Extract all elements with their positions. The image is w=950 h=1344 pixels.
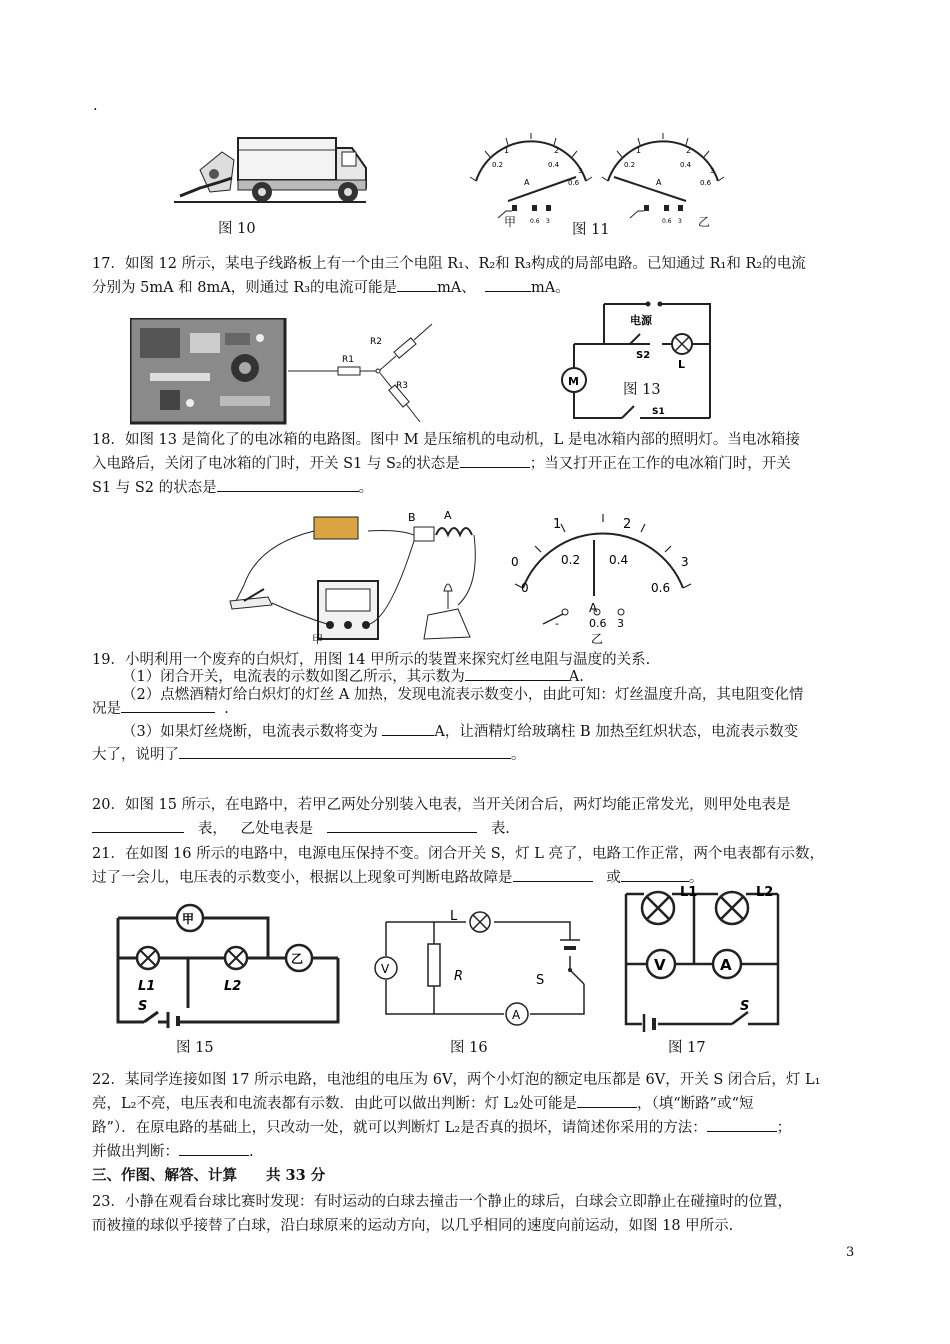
q21-line2b: 或	[606, 870, 621, 886]
fig16-s: S	[536, 973, 545, 988]
meter-jia-tick-06: 0.6	[568, 179, 580, 187]
q19-line6b: 。	[511, 747, 526, 763]
meter-jia-pointer	[508, 177, 576, 201]
fig16-a: A	[512, 1008, 521, 1022]
section-3-heading: 三、作图、解答、计算 共 33 分	[92, 1167, 326, 1184]
meter-jia-tick-02: 0.2	[492, 161, 504, 169]
q19-line4	[92, 697, 229, 718]
meter-jia-unit: A	[524, 178, 530, 187]
q19-line4b: .	[224, 701, 229, 717]
q22-blank-1[interactable]	[577, 1093, 637, 1108]
q22-line3	[92, 1116, 791, 1137]
q18-line1: 18．如图 13 是简化了的电冰箱的电路图。图中 M 是压缩机的电动机，L 是电冰箱内部的照明灯。当电冰箱接	[92, 432, 800, 448]
q22-line3a: 路”）．在原电路的基础上，只改动一处，就可以判断灯 L₂是否真的损坏，请简述你采用的方法：	[92, 1120, 707, 1136]
q19-line5a: （3）如果灯丝烧断，电流表示数将变为	[122, 724, 378, 740]
fig17-caption: 图 17	[668, 1040, 706, 1056]
meter-yi-pointer	[614, 177, 686, 201]
meter-yi-unit: A	[656, 178, 662, 187]
fig14-yi-tick-3: 3	[681, 555, 689, 569]
fig12-r3: R3	[396, 381, 408, 391]
q22-line3b: ；	[776, 1120, 792, 1136]
meter-yi-term-3: 3	[678, 218, 682, 225]
fig15-s: S	[138, 999, 148, 1014]
figure-15	[108, 898, 344, 1032]
q21-line2c: 。	[688, 870, 704, 886]
fig14-yi-term-minus: -	[555, 617, 559, 630]
q17-line1: 17．如图 12 所示，某电子线路板上有一个由三个电阻 R₁、R₂和 R₃构成的局部电路。已知通过 R₁和 R₂的电流	[92, 256, 806, 272]
fig15-l2: L2	[224, 979, 242, 994]
fig14-yi-tick-04: 0.4	[609, 553, 629, 567]
meter-yi-tick-3: 3	[710, 167, 715, 175]
fig13-power: 电源	[630, 314, 652, 327]
fig16-switch	[570, 970, 584, 984]
q18-line2	[92, 452, 791, 473]
q19-line3: （2）点燃酒精灯给白炽灯的灯丝 A 加热，发现电流表示数变小，由此可知：灯丝温度升高，其电阻变化情	[122, 687, 804, 703]
fig13-m: M	[568, 375, 579, 388]
fig14-switch	[230, 597, 272, 609]
q22-line2-text: 亮，L₂不亮，电压表和电流表都有示数．由此可以做出判断：灯 L₂处可能是	[92, 1096, 577, 1112]
meter-yi-tick-02: 0.2	[624, 161, 636, 169]
q21-blank-1[interactable]	[513, 867, 593, 882]
fig13-l: L	[678, 358, 686, 371]
q18-line2a: 入电路后，关闭了电冰箱的门时，开关 S1 与 S₂的状态是	[92, 456, 460, 472]
q20-blank-2[interactable]	[327, 818, 477, 833]
q19-line2a: （1）闭合开关，电流表的示数如图乙所示，其示数为	[122, 669, 465, 685]
fig14-yi-tick-06: 0.6	[651, 581, 671, 595]
q21-line2a: 过了一会儿，电压表的示数变小，根据以上现象可判断电路故障是	[92, 870, 513, 886]
fig13-s1: S1	[652, 407, 665, 417]
q19-blank-3[interactable]	[382, 721, 434, 736]
meter-yi-term-06: 0.6	[662, 218, 672, 225]
fig14-a: A	[444, 509, 452, 522]
page-number: 3	[846, 1245, 855, 1260]
fig16-resistor	[428, 944, 440, 986]
q18-blank-1[interactable]	[460, 453, 530, 468]
meter-jia-term-06: 0.6	[530, 218, 540, 225]
figure-14-jia	[218, 505, 488, 649]
fig14-yi-tick-0b: 0	[521, 581, 529, 595]
q20-line2a: 表，	[197, 821, 227, 837]
fig16-v: V	[381, 962, 390, 976]
fig14-jia: 甲	[312, 633, 323, 645]
fig17-s: S	[740, 999, 750, 1014]
meter-jia-tick-04: 0.4	[548, 161, 560, 169]
truck-image	[170, 130, 370, 212]
fig14-alcohol-lamp	[424, 609, 470, 639]
q19-line5b: A，让酒精灯给玻璃柱 B 加热至红炽状态，电流表示数变	[434, 724, 799, 740]
q17-blank-1[interactable]	[397, 277, 437, 292]
q20-line2	[92, 817, 510, 838]
q19-line1: 19．小明利用一个废弃的白炽灯，用图 14 甲所示的装置来探究灯丝电阻与温度的关系.	[92, 652, 651, 668]
q20-line2c: 表.	[490, 821, 510, 837]
top-dot: .	[93, 98, 98, 114]
q18-line3a: S1 与 S2 的状态是	[92, 480, 217, 496]
q19-line4a: 况是	[92, 701, 121, 717]
fig17-l1: L1	[680, 885, 698, 900]
q17-line2b: mA、	[437, 280, 476, 296]
q19-line5	[122, 720, 798, 741]
meter-jia-tick-2: 2	[554, 146, 560, 155]
q19-blank-1[interactable]	[465, 666, 569, 681]
fig14-yi-unit: A	[589, 601, 598, 615]
q20-line2b: 乙处电表是	[240, 821, 314, 837]
meter-yi-tick-2: 2	[686, 146, 692, 155]
q20-blank-1[interactable]	[92, 818, 184, 833]
q18-line3	[92, 476, 373, 497]
q18-blank-2[interactable]	[217, 477, 359, 492]
q21-line2	[92, 866, 703, 887]
fig14-filament	[436, 528, 472, 535]
q18-line3b: 。	[358, 480, 374, 496]
q19-line2b: A.	[568, 669, 584, 685]
q22-line4a: 并做出判断：	[92, 1144, 179, 1160]
fig13-caption: 图 13	[623, 382, 661, 398]
fig16-r: R	[454, 969, 464, 984]
figure-17	[618, 884, 788, 1036]
q22-line2	[92, 1092, 754, 1113]
fig11-caption: 图 11	[572, 222, 610, 238]
q21-blank-2[interactable]	[621, 867, 689, 882]
fig15-yi: 乙	[291, 952, 304, 966]
q17-line2a: 分别为 5mA 和 8mA，则通过 R₃的电流可能是	[92, 280, 398, 296]
fig14-bulb-holder	[314, 517, 358, 539]
q19-line6	[92, 743, 526, 764]
q19-line6a: 大了，说明了	[92, 747, 179, 763]
fig13-s2: S2	[636, 350, 651, 361]
fig14-yi-tick-2: 2	[623, 517, 632, 532]
fig14-yi-term-06: 0.6	[589, 617, 607, 630]
figure-10	[170, 130, 370, 216]
q17-blank-2[interactable]	[485, 277, 531, 292]
fig14-yi-tick-02: 0.2	[561, 553, 581, 567]
q22-line4b: .	[249, 1144, 254, 1160]
fig14-yi-term-3: 3	[617, 617, 624, 630]
q22-line1: 22．某同学连接如图 17 所示电路，电池组的电压为 6V，两个小灯泡的额定电压都是 6V，开关 S 闭合后，灯 L₁	[92, 1072, 821, 1088]
fig14-yi-tick-0a: 0	[511, 555, 519, 569]
figure-13	[560, 296, 720, 430]
meter-yi-tick-1: 1	[636, 146, 642, 155]
fig16-l: L	[450, 909, 458, 924]
fig12-r1: R1	[342, 355, 354, 365]
figure-16	[370, 900, 600, 1034]
fig17-l2: L2	[756, 885, 774, 900]
q18-line2b: ；当又打开正在工作的电冰箱门时，开关	[529, 456, 791, 472]
q19-blank-4[interactable]	[179, 744, 511, 759]
fig17-a: A	[720, 956, 732, 974]
q22-line4	[92, 1140, 254, 1161]
fig14-glass-rod	[414, 527, 434, 541]
fig14-yi-label: 乙	[591, 632, 604, 644]
fig15-jia: 甲	[182, 912, 195, 926]
q17-line2c: mA。	[531, 280, 570, 296]
meter-yi-tick-06: 0.6	[700, 179, 712, 187]
q23-line2: 而被撞的球似乎接替了白球，沿白球原来的运动方向，以几乎相同的速度向前运动，如图 18 甲所示.	[92, 1218, 734, 1234]
fig12-r2: R2	[370, 337, 382, 347]
meter-jia-label: 甲	[504, 215, 517, 229]
q22-blank-3[interactable]	[179, 1141, 249, 1156]
figure-12	[130, 318, 440, 430]
q20-line1: 20．如图 15 所示，在电路中，若甲乙两处分别装入电表，当开关闭合后，两灯均能正常发光，则甲处电表是	[92, 797, 791, 813]
fig14-b: B	[408, 511, 416, 524]
q22-blank-2[interactable]	[707, 1117, 777, 1132]
meter-jia-term-3: 3	[546, 218, 550, 225]
meter-jia-tick-1: 1	[504, 146, 510, 155]
fig17-v: V	[654, 956, 666, 974]
figure-14-yi-meter	[505, 512, 705, 648]
fig16-caption: 图 16	[450, 1040, 488, 1056]
fig10-caption: 图 10	[218, 221, 256, 237]
q19-blank-2[interactable]	[121, 698, 215, 713]
q23-line1: 23．小静在观看台球比赛时发现：有时运动的白球去撞击一个静止的球后，白球会立即静止在碰撞时的位置，	[92, 1194, 792, 1210]
q21-line1: 21．在如图 16 所示的电路中，电源电压保持不变。闭合开关 S，灯 L 亮了，电路工作正常，两个电表都有示数，	[92, 846, 825, 862]
fig14-yi-tick-1: 1	[553, 517, 562, 532]
q17-line2	[92, 276, 570, 297]
fig15-caption: 图 15	[176, 1040, 214, 1056]
fig15-l1: L1	[138, 979, 156, 994]
meter-yi-tick-04: 0.4	[680, 161, 692, 169]
q22-line2b: ，（填“断路”或“短	[637, 1096, 754, 1112]
meter-yi-label: 乙	[698, 215, 711, 229]
meter-jia-tick-3: 3	[578, 167, 583, 175]
